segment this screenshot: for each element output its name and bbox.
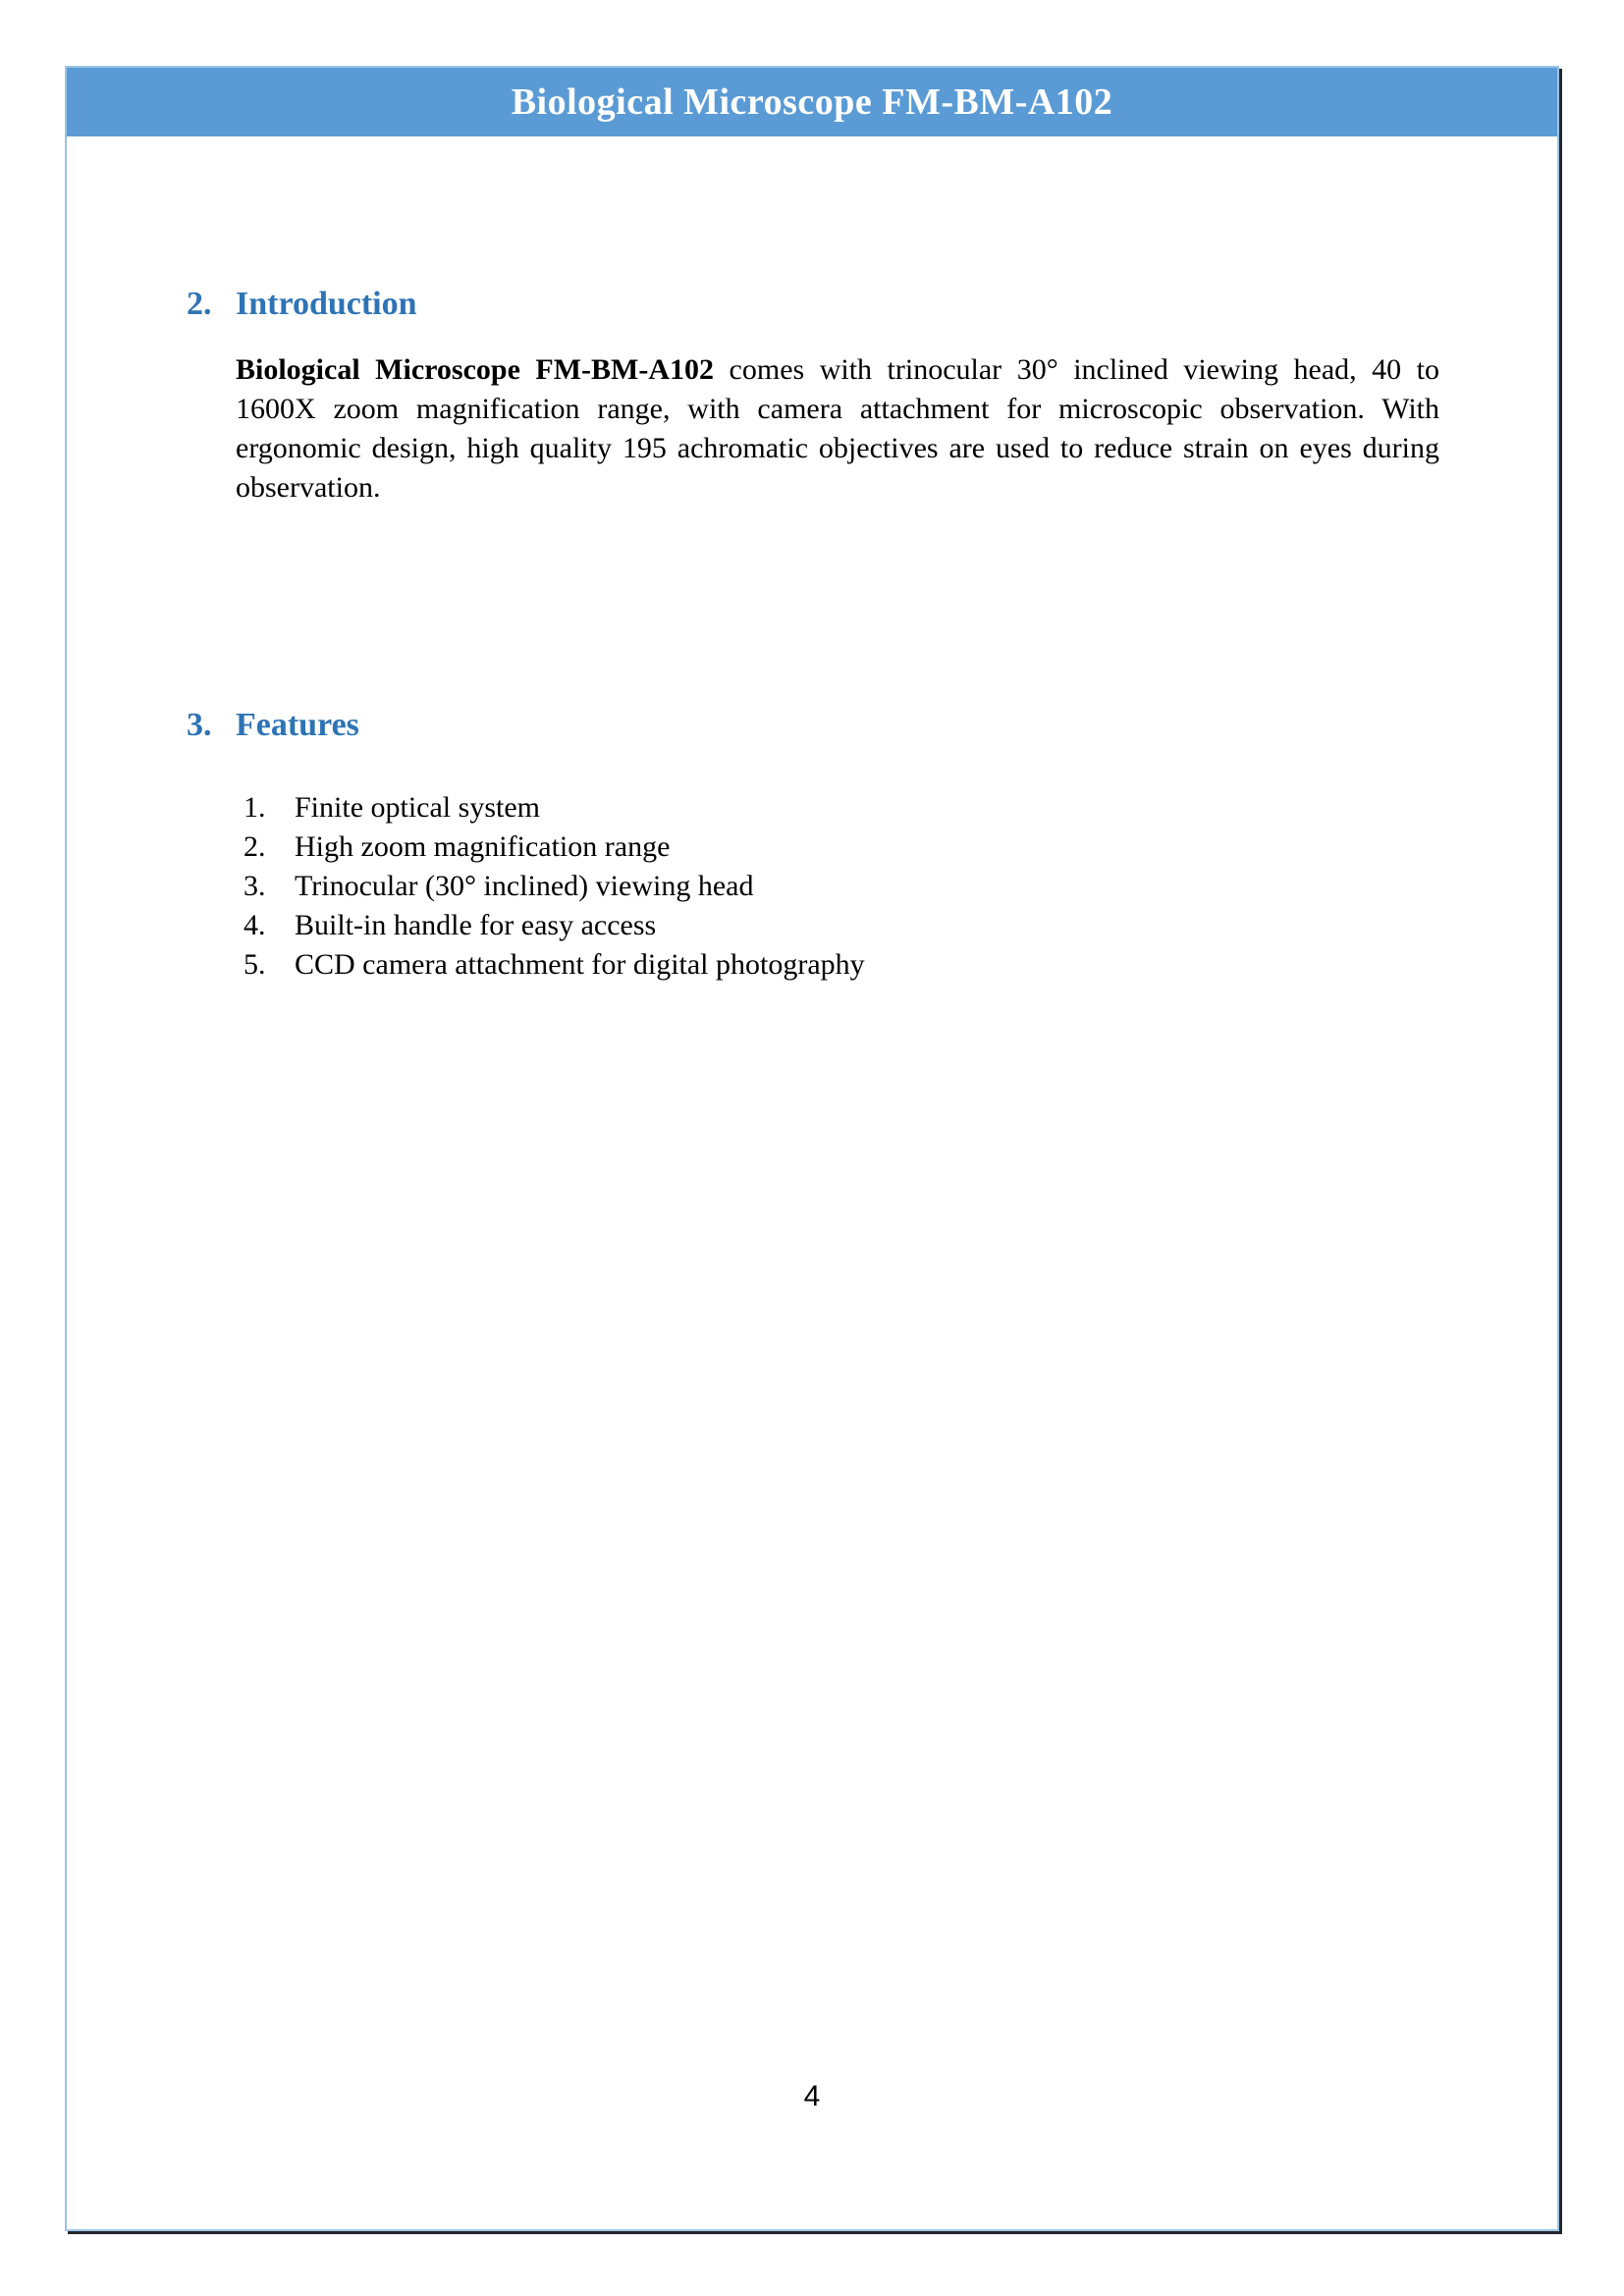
page-number: 4 [803, 2080, 821, 2112]
list-item [244, 906, 1439, 945]
list-item [244, 788, 1439, 828]
section-heading-features [187, 707, 1439, 744]
section-title: Features [236, 707, 359, 743]
section-number: 3. [187, 707, 212, 743]
list-item-number: 2. [244, 830, 266, 863]
page-header-bar [67, 68, 1557, 136]
introduction-paragraph-lead: Biological Microscope FM-BM-A102 [236, 353, 715, 386]
introduction-paragraph-body: comes with trinocular 30° inclined viewing head, 40 to 1600X zoom magnification range, with camera attachment for microscopic observation. With ergonomic design, high quality 195 achromatic objectives are used to reduce strain on eyes during observation. [236, 353, 1440, 504]
list-item-number: 5. [244, 948, 266, 981]
list-item-number: 4. [244, 909, 266, 941]
list-item-text: Trinocular (30° inclined) viewing head [295, 870, 754, 902]
page-content [67, 286, 1557, 985]
document-title: Biological Microscope FM-BM-A102 [511, 81, 1113, 123]
list-item [244, 945, 1439, 985]
list-item [244, 828, 1439, 867]
list-item-number: 1. [244, 791, 266, 824]
list-item-number: 3. [244, 870, 266, 902]
introduction-paragraph [236, 350, 1439, 507]
list-item [244, 867, 1439, 906]
list-item-text: Built-in handle for easy access [295, 909, 657, 941]
features-list [244, 788, 1439, 985]
section-title: Introduction [236, 286, 417, 322]
section-heading-introduction [187, 286, 1439, 323]
list-item-text: Finite optical system [295, 791, 540, 824]
list-item-text: High zoom magnification range [295, 830, 671, 863]
section-number: 2. [187, 286, 212, 322]
document-page [65, 66, 1559, 2231]
list-item-text: CCD camera attachment for digital photography [295, 948, 865, 981]
